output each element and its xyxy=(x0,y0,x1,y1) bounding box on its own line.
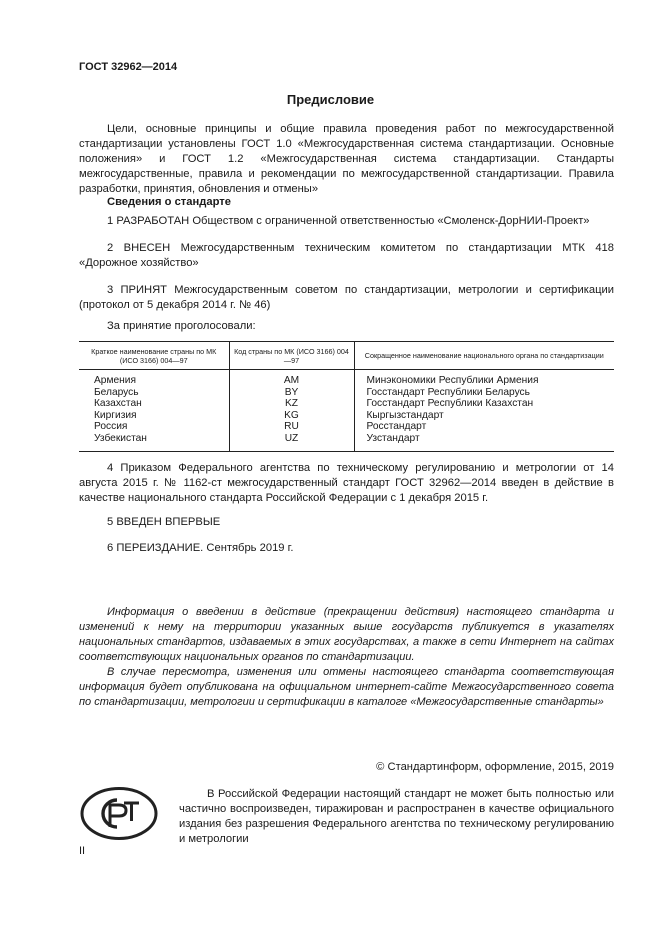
table-row xyxy=(79,410,614,422)
country-cell: Россия xyxy=(94,421,128,433)
table-header-row xyxy=(79,342,614,370)
table-header-authority: Сокращенное наименование национального органа по стандартизации xyxy=(354,342,614,370)
country-cell: Армения xyxy=(94,375,136,386)
code-cell: KZ xyxy=(229,398,354,410)
country-cell: Киргизия xyxy=(94,409,137,421)
country-cell: Казахстан xyxy=(94,398,142,410)
item-developed: 1 РАЗРАБОТАН Обществом с ограниченной ответственностью «Смоленск-ДорНИИ-Проект» xyxy=(107,215,590,227)
item-enacted: 4 Приказом Федерального агентства по техническому регулированию и метрологии от 14 августа 2015 г. № 1162-ст межгосударственный стандарт ГОСТ 32962—2014 введен в действие в качестве национального стандарта Российской Федерации с 1 декабря 2015 г. xyxy=(79,462,614,504)
item-adopted: 3 ПРИНЯТ Межгосударственным советом по стандартизации, метрологии и сертификации (протокол от 5 декабря 2014 г. № 46) xyxy=(79,284,614,311)
item-reissue: 6 ПЕРЕИЗДАНИЕ. Сентябрь 2019 г. xyxy=(107,542,294,554)
code-cell: BY xyxy=(229,387,354,399)
authority-cell: Росстандарт xyxy=(366,421,427,433)
code-cell: KG xyxy=(229,410,354,422)
info-paragraph: Информация о введении в действие (прекращении действия) настоящего стандарта и изменений к нему на территории указанных выше государств публикуется в указателях национальных стандартов, издаваемых в этих государствах, а также в сети Интернет на сайтах соответствующих национальных органов по стандартизации. xyxy=(79,606,614,663)
code-cell: RU xyxy=(229,421,354,433)
table-header-code: Код страны по МК (ИСО 3166) 004—97 xyxy=(229,342,354,370)
authority-cell: Кыргызстандарт xyxy=(366,409,444,421)
table-row xyxy=(79,398,614,410)
info-paragraph: В случае пересмотра, изменения или отмены настоящего стандарта соответствующая информация будет опубликована на официальном интернет-сайте Межгосударственного совета по стандартизации, метрологии и сертификации в каталоге «Межгосударственные стандарты» xyxy=(79,666,614,708)
table-header-country: Краткое наименование страны по МК (ИСО 3166) 004—97 xyxy=(79,342,229,370)
table-row xyxy=(79,370,614,387)
table-row xyxy=(79,433,614,451)
section-heading: Сведения о стандарте xyxy=(107,196,231,208)
voting-table xyxy=(79,341,614,452)
authority-cell: Госстандарт Республики Беларусь xyxy=(366,386,530,398)
authority-cell: Минэкономики Республики Армения xyxy=(366,375,539,386)
page-number: II xyxy=(79,845,86,857)
table-row xyxy=(79,387,614,399)
code-cell: AM xyxy=(229,370,354,387)
country-cell: Узбекистан xyxy=(79,433,229,451)
page-title: Предисловие xyxy=(286,92,375,107)
authority-cell: Узстандарт xyxy=(354,433,614,451)
copyright-line: © Стандартинформ, оформление, 2015, 2019 xyxy=(376,761,614,773)
authority-cell: Госстандарт Республики Казахстан xyxy=(366,398,534,410)
code-cell: UZ xyxy=(229,433,354,451)
table-row xyxy=(79,421,614,433)
document-header: ГОСТ 32962—2014 xyxy=(79,61,178,73)
voted-label: За принятие проголосовали: xyxy=(107,320,256,332)
info-block xyxy=(79,605,614,710)
intro-paragraph: Цели, основные принципы и общие правила проведения работ по межгосударственной стандартизации установлены ГОСТ 1.0 «Межгосударственная система стандартизации. Основные положения» и ГОСТ 1.2 «Межгосударственная система стандартизации. Стандарты межгосударственные, правила и рекомендации по межгосударственной стандартизации. Правила разработки, принятия, обновления и отмены» xyxy=(79,123,614,195)
item-introduced: 2 ВНЕСЕН Межгосударственным техническим комитетом по стандартизации МТК 418 «Дорожное хозяйство» xyxy=(79,242,614,269)
country-cell: Беларусь xyxy=(94,386,139,398)
rst-logo-icon xyxy=(79,786,159,841)
legal-notice: В Российской Федерации настоящий стандарт не может быть полностью или частично воспроизведен, тиражирован и распространен в качестве официального издания без разрешения Федерального агентства по техническому регулированию и метрологии xyxy=(179,788,614,845)
item-first-introduced: 5 ВВЕДЕН ВПЕРВЫЕ xyxy=(107,516,221,528)
